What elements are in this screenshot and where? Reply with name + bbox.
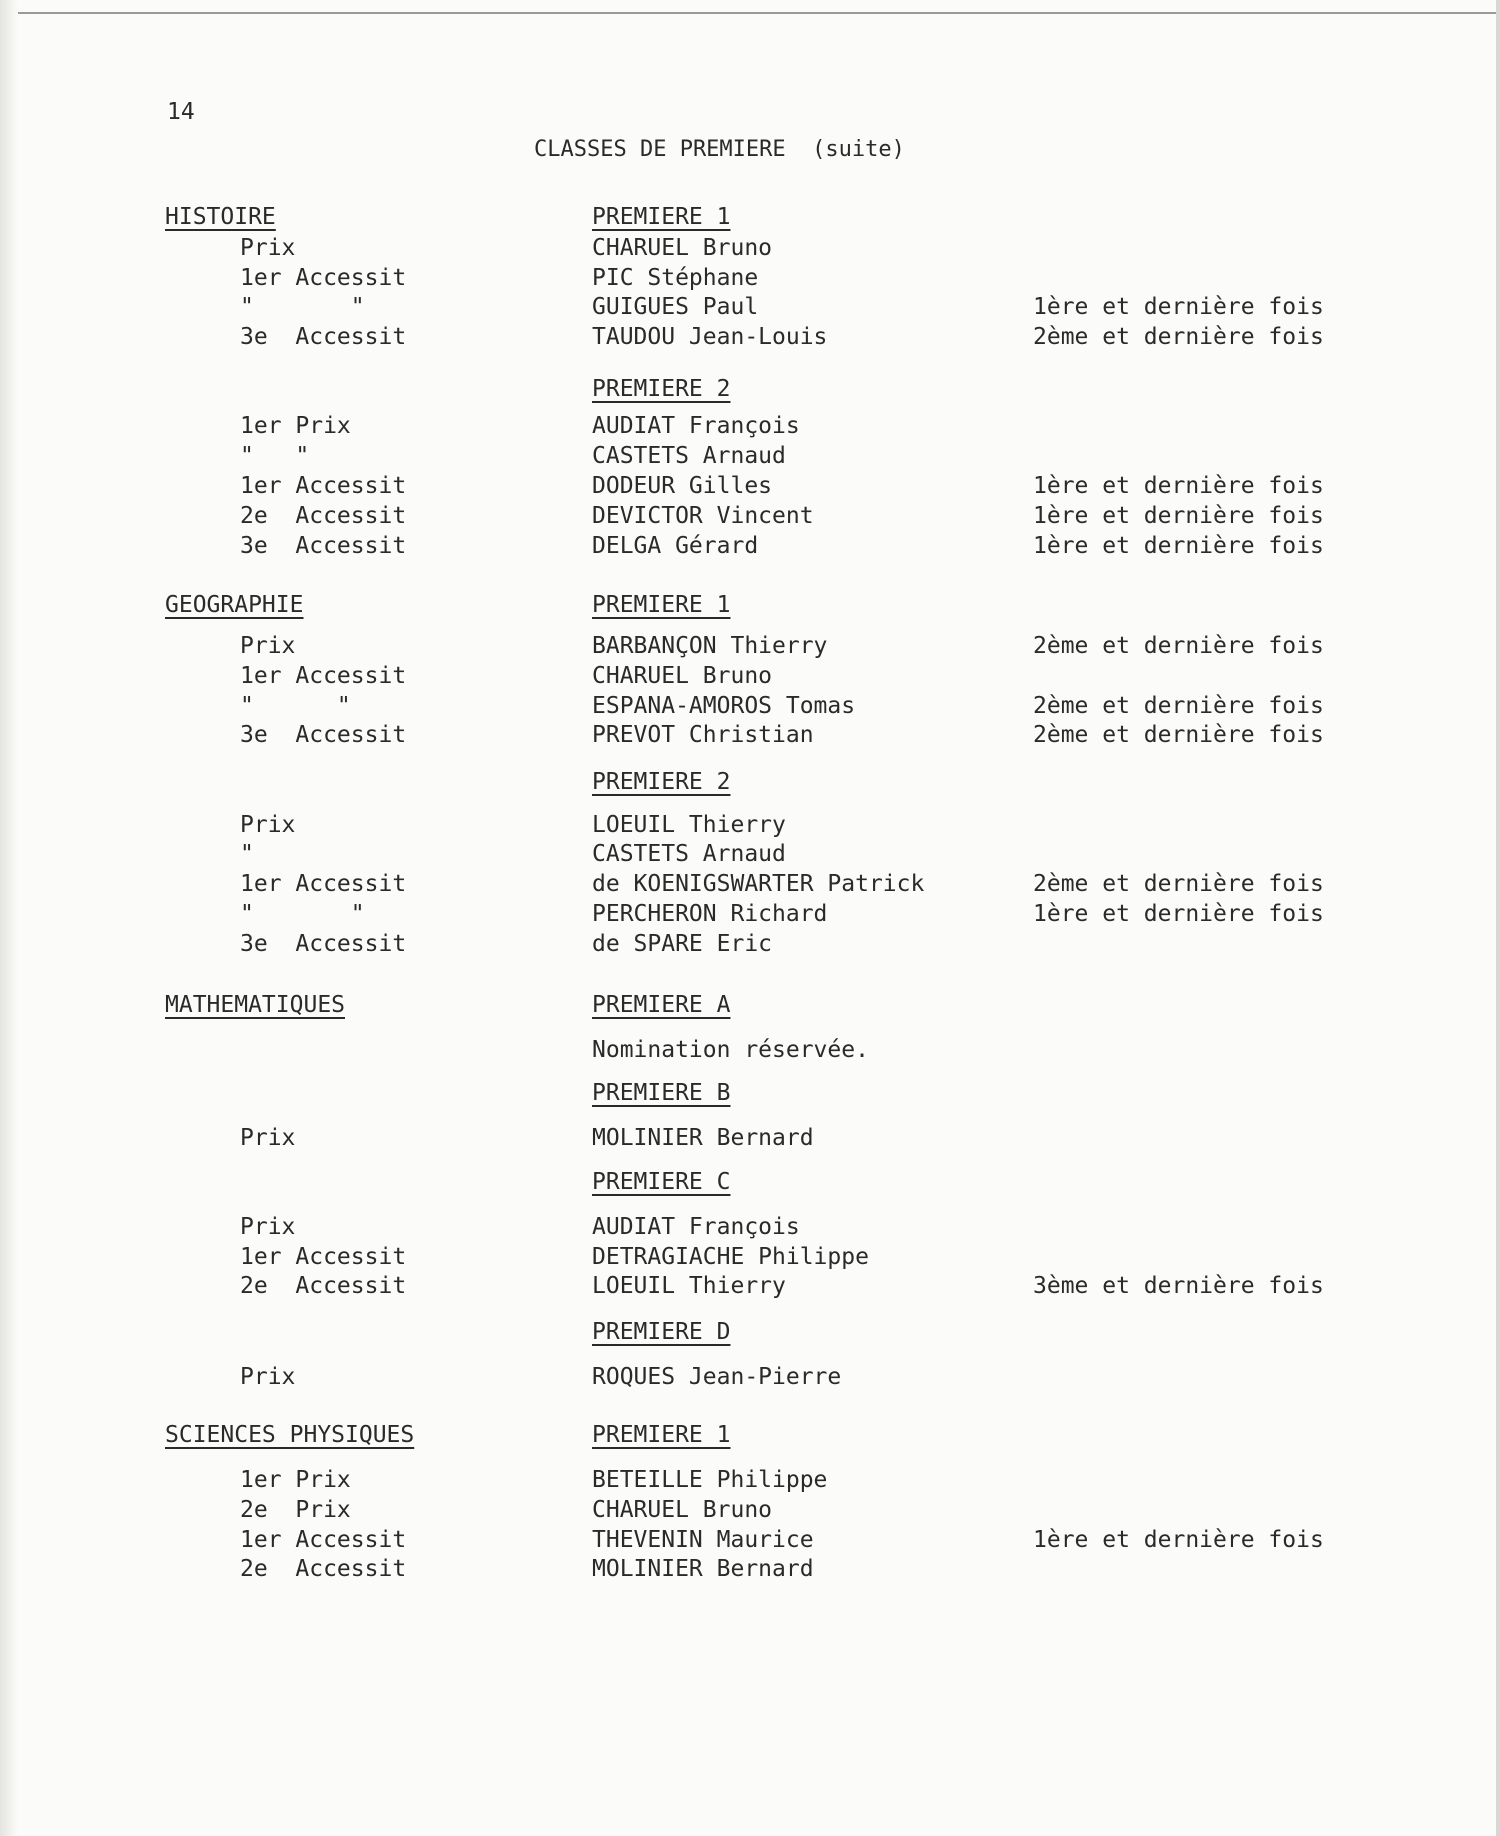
- award-label: 1er Accessit: [240, 265, 407, 291]
- award-label: 1er Accessit: [240, 871, 407, 897]
- award-label: ": [240, 841, 254, 867]
- student-name: LOEUIL Thierry: [592, 812, 786, 838]
- remark: 2ème et dernière fois: [1033, 324, 1324, 350]
- student-name: AUDIAT François: [592, 1214, 800, 1240]
- remark: 2ème et dernière fois: [1033, 633, 1324, 659]
- subject-heading: HISTOIRE: [165, 204, 276, 230]
- student-name: CASTETS Arnaud: [592, 841, 786, 867]
- class-heading: PREMIERE 2: [592, 769, 731, 795]
- scan-right-edge: [1496, 0, 1500, 1836]
- student-name: de SPARE Eric: [592, 931, 773, 957]
- award-label: Prix: [240, 235, 296, 261]
- student-name: DELGA Gérard: [592, 533, 759, 559]
- student-name: BETEILLE Philippe: [592, 1467, 828, 1493]
- scan-left-shadow: [0, 0, 18, 1836]
- student-name: MOLINIER Bernard: [592, 1556, 814, 1582]
- award-label: Prix: [240, 1125, 296, 1151]
- student-name: DEVICTOR Vincent: [592, 503, 814, 529]
- student-name: DETRAGIACHE Philippe: [592, 1244, 869, 1270]
- award-label: 2e Prix: [240, 1497, 351, 1523]
- award-label: " ": [240, 443, 310, 469]
- award-label: 1er Prix: [240, 413, 351, 439]
- award-label: Prix: [240, 1364, 296, 1390]
- student-name: ESPANA-AMOROS Tomas: [592, 693, 856, 719]
- student-name: LOEUIL Thierry: [592, 1273, 786, 1299]
- student-name: PREVOT Christian: [592, 722, 814, 748]
- award-label: 3e Accessit: [240, 931, 407, 957]
- award-label: 3e Accessit: [240, 722, 407, 748]
- student-name: BARBANÇON Thierry: [592, 633, 828, 659]
- award-label: Prix: [240, 633, 296, 659]
- student-name: PIC Stéphane: [592, 265, 759, 291]
- award-label: 2e Accessit: [240, 503, 407, 529]
- remark: 3ème et dernière fois: [1033, 1273, 1324, 1299]
- class-heading: PREMIERE C: [592, 1169, 731, 1195]
- class-heading: PREMIERE 2: [592, 376, 731, 402]
- class-heading: PREMIERE A: [592, 992, 731, 1018]
- student-name: CHARUEL Bruno: [592, 663, 773, 689]
- remark: 1ère et dernière fois: [1033, 901, 1324, 927]
- award-label: 1er Accessit: [240, 663, 407, 689]
- student-name: AUDIAT François: [592, 413, 800, 439]
- award-label: 1er Accessit: [240, 1244, 407, 1270]
- student-name: CHARUEL Bruno: [592, 1497, 773, 1523]
- class-heading: PREMIERE 1: [592, 592, 731, 618]
- award-label: Prix: [240, 1214, 296, 1240]
- remark: 1ère et dernière fois: [1033, 294, 1324, 320]
- remark: 1ère et dernière fois: [1033, 503, 1324, 529]
- remark: 2ème et dernière fois: [1033, 722, 1324, 748]
- page-number: 14: [167, 99, 195, 125]
- student-name: DODEUR Gilles: [592, 473, 773, 499]
- award-label: 1er Accessit: [240, 1527, 407, 1553]
- student-name: de KOENIGSWARTER Patrick: [592, 871, 925, 897]
- class-heading: PREMIERE B: [592, 1080, 731, 1106]
- subject-heading: GEOGRAPHIE: [165, 592, 304, 618]
- class-heading: PREMIERE D: [592, 1319, 731, 1345]
- award-label: " ": [240, 901, 365, 927]
- student-name: PERCHERON Richard: [592, 901, 828, 927]
- remark: 2ème et dernière fois: [1033, 871, 1324, 897]
- award-label: 3e Accessit: [240, 533, 407, 559]
- student-name: Nomination réservée.: [592, 1037, 869, 1063]
- subject-heading: MATHEMATIQUES: [165, 992, 346, 1018]
- remark: 1ère et dernière fois: [1033, 533, 1324, 559]
- remark: 2ème et dernière fois: [1033, 693, 1324, 719]
- page-title: CLASSES DE PREMIERE (suite): [534, 137, 905, 162]
- class-heading: PREMIERE 1: [592, 1422, 731, 1448]
- student-name: THEVENIN Maurice: [592, 1527, 814, 1553]
- remark: 1ère et dernière fois: [1033, 1527, 1324, 1553]
- award-label: " ": [240, 294, 365, 320]
- class-heading: PREMIERE 1: [592, 204, 731, 230]
- award-label: " ": [240, 693, 351, 719]
- award-label: 3e Accessit: [240, 324, 407, 350]
- student-name: TAUDOU Jean-Louis: [592, 324, 828, 350]
- award-label: 2e Accessit: [240, 1273, 407, 1299]
- top-rule: [0, 12, 1500, 14]
- remark: 1ère et dernière fois: [1033, 473, 1324, 499]
- award-label: 2e Accessit: [240, 1556, 407, 1582]
- award-label: 1er Prix: [240, 1467, 351, 1493]
- subject-heading: SCIENCES PHYSIQUES: [165, 1422, 415, 1448]
- student-name: MOLINIER Bernard: [592, 1125, 814, 1151]
- award-label: Prix: [240, 812, 296, 838]
- student-name: ROQUES Jean-Pierre: [592, 1364, 842, 1390]
- student-name: CASTETS Arnaud: [592, 443, 786, 469]
- award-label: 1er Accessit: [240, 473, 407, 499]
- student-name: CHARUEL Bruno: [592, 235, 773, 261]
- student-name: GUIGUES Paul: [592, 294, 759, 320]
